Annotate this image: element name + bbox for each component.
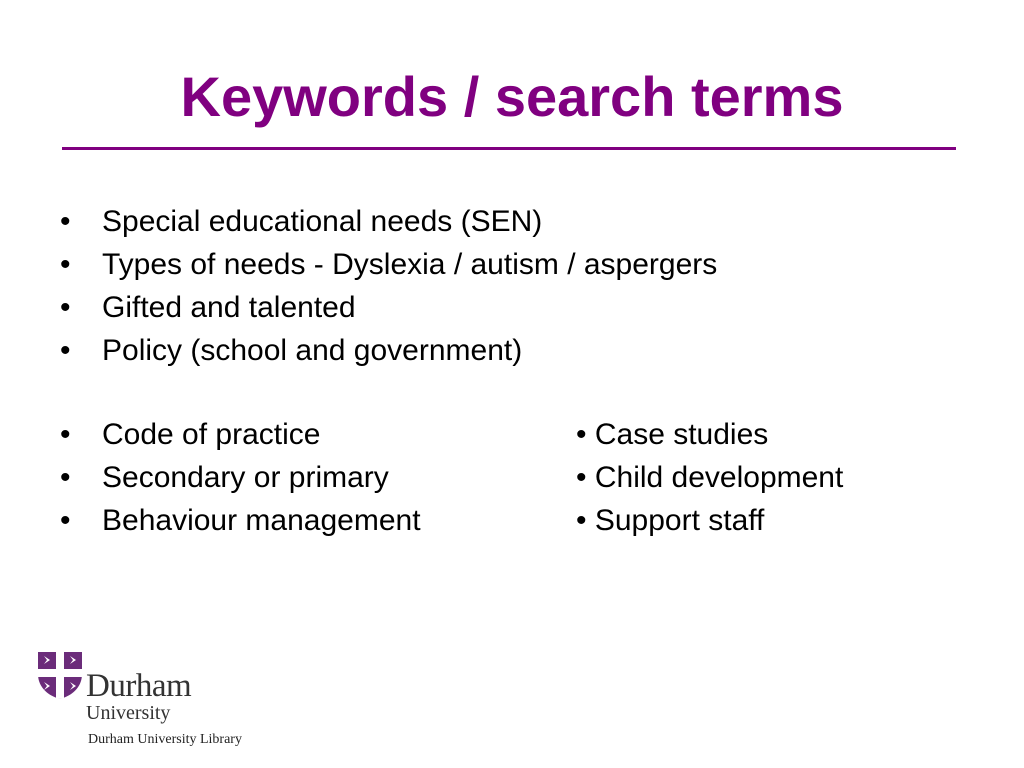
- bullet-icon: •: [60, 334, 71, 367]
- list-item-label: Policy (school and government): [102, 334, 523, 367]
- list-item-label: Gifted and talented: [102, 291, 356, 324]
- title-divider: [62, 147, 956, 150]
- list-item-label: Special educational needs (SEN): [102, 205, 543, 238]
- list-item: • Support staff: [576, 504, 765, 537]
- bullet-icon: •: [60, 418, 71, 451]
- bullet-icon: •: [60, 248, 71, 281]
- durham-university-logo: [36, 648, 266, 758]
- logo-name: Durham: [86, 668, 192, 704]
- list-item: • Case studies: [576, 418, 769, 451]
- logo-subtitle: University: [86, 702, 171, 724]
- bullet-icon: •: [60, 291, 71, 324]
- list-item-label: Types of needs - Dyslexia / autism / aspergers: [102, 248, 718, 281]
- list-item-label: Behaviour management: [102, 504, 421, 537]
- list-item-label: Code of practice: [102, 418, 321, 451]
- keyword-list-right: [576, 413, 843, 542]
- bullet-icon: •: [60, 461, 71, 494]
- bullet-icon: •: [60, 205, 71, 238]
- bullet-icon: •: [60, 504, 71, 537]
- logo-library-name: Durham University Library: [88, 732, 242, 747]
- list-item: • Child development: [576, 461, 844, 494]
- list-item-label: Secondary or primary: [102, 461, 389, 494]
- slide-title: Keywords / search terms: [180, 65, 844, 128]
- durham-crest-icon: [36, 650, 84, 700]
